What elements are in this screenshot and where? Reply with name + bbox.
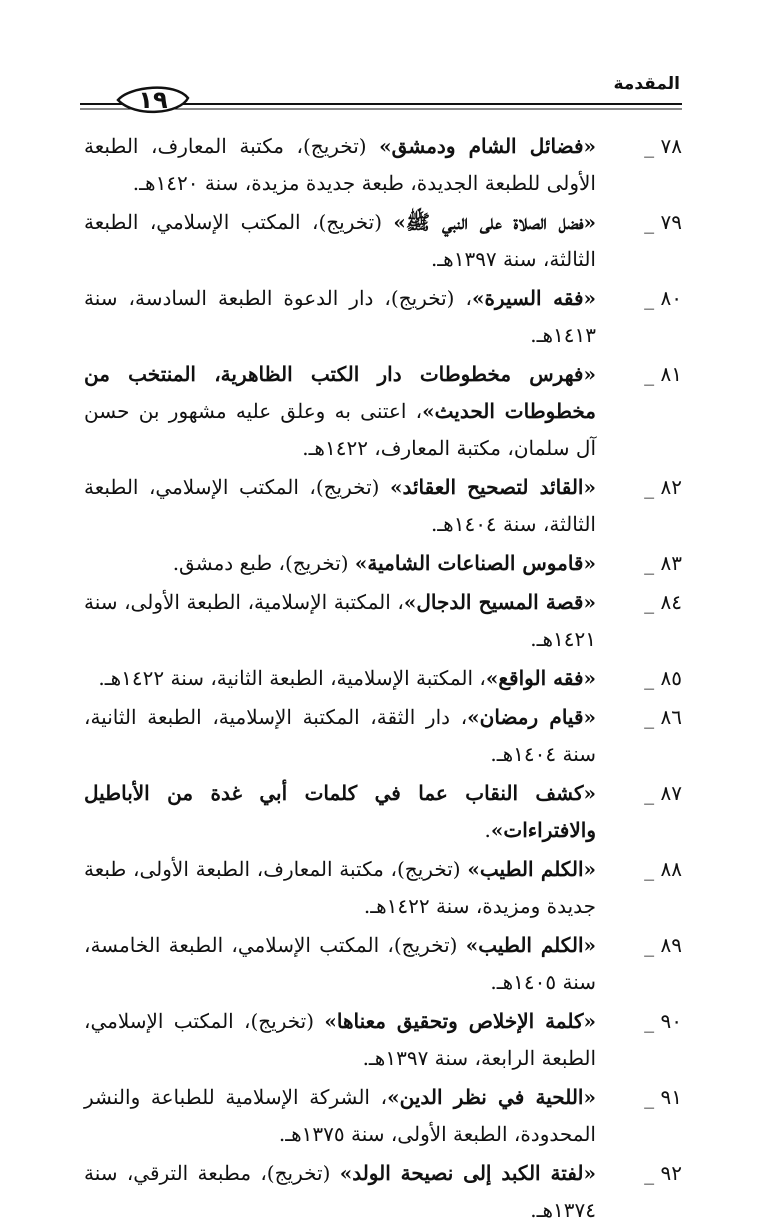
entry-text: (تخريج)، المكتب الإسلامي، الطبعة الثالثة، سنة ١٤٠٤هـ. — [84, 475, 596, 536]
entry-title: «قاموس الصناعات الشامية» — [354, 551, 596, 575]
entry-title: «الكلم الطيب» — [465, 933, 596, 957]
entry-title: «فضائل الشام ودمشق» — [379, 134, 597, 158]
entry-title: «اللحية في نظر الدين» — [387, 1085, 596, 1109]
entry-number: ٧٨ _ — [644, 134, 682, 158]
entry-title: «قيام رمضان» — [467, 705, 597, 729]
entry-title: «الكلم الطيب» — [467, 857, 597, 881]
entry-number: ٨٣ _ — [644, 551, 682, 575]
entry-title: «القائد لتصحيح العقائد» — [389, 475, 596, 499]
list-item — [84, 128, 682, 202]
entry-title: «قصة المسيح الدجال» — [403, 590, 596, 614]
entry-text: ، المكتبة الإسلامية، الطبعة الثانية، سنة ١٤٢٢هـ. — [98, 666, 486, 690]
entry-title: «فقه السيرة» — [471, 286, 597, 310]
entry-number: ٨٩ _ — [644, 933, 682, 957]
page-header-title: المقدمة — [613, 74, 680, 94]
entry-number: ٩٠ _ — [644, 1009, 682, 1033]
list-item — [84, 280, 682, 354]
bibliography-list — [84, 128, 682, 1231]
entry-text: (تخريج)، مكتبة المعارف، الطبعة الأولى للطبعة الجديدة، طبعة جديدة مزيدة، سنة ١٤٢٠هـ. — [84, 134, 596, 195]
entry-text: (تخريج)، المكتب الإسلامي، الطبعة الخامسة، سنة ١٤٠٥هـ. — [84, 933, 596, 994]
entry-text: ، اعتنى به وعلق عليه مشهور بن حسن آل سلمان، مكتبة المعارف، ١٤٢٢هـ. — [84, 399, 596, 460]
entry-number: ٩٢ _ — [644, 1161, 682, 1185]
entry-number: ٨٨ _ — [644, 857, 682, 881]
list-item — [84, 1003, 682, 1077]
entry-text: (تخريج)، المكتب الإسلامي، الطبعة الرابعة، سنة ١٣٩٧هـ. — [84, 1009, 596, 1070]
entry-text: ، المكتبة الإسلامية، الطبعة الأولى، سنة ١٤٢١هـ. — [84, 590, 596, 651]
list-item — [84, 356, 682, 467]
entry-text: (تخريج)، طبع دمشق. — [172, 551, 355, 575]
entry-number: ٨٦ _ — [644, 705, 682, 729]
list-item — [84, 775, 682, 849]
entry-number: ٨٥ _ — [644, 666, 682, 690]
list-item — [84, 660, 682, 697]
page-number: ١٩ — [138, 86, 168, 114]
entry-title: «لفتة الكبد إلى نصيحة الولد» — [339, 1161, 596, 1185]
entry-number: ٩١ _ — [644, 1085, 682, 1109]
entry-number: ٨٠ _ — [644, 286, 682, 310]
entry-text: . — [484, 818, 491, 842]
entry-number: ٨٢ _ — [644, 475, 682, 499]
entry-text: (تخريج)، مطبعة الترقي، سنة ١٣٧٤هـ. — [84, 1161, 596, 1222]
list-item — [84, 1079, 682, 1153]
list-item — [84, 699, 682, 773]
entry-text: ، الشركة الإسلامية للطباعة والنشر المحدودة، الطبعة الأولى، سنة ١٣٧٥هـ. — [84, 1085, 596, 1146]
list-item — [84, 469, 682, 543]
entry-text: (تخريج)، المكتب الإسلامي، الطبعة الثالثة، سنة ١٣٩٧هـ. — [84, 210, 596, 271]
entry-text: ، (تخريج)، دار الدعوة الطبعة السادسة، سنة ١٤١٣هـ. — [84, 286, 596, 347]
entry-number: ٨١ _ — [644, 362, 682, 386]
entry-title: «كلمة الإخلاص وتحقيق معناها» — [324, 1009, 596, 1033]
list-item — [84, 1155, 682, 1229]
entry-text: (تخريج)، مكتبة المعارف، الطبعة الأولى، طبعة جديدة ومزيدة، سنة ١٤٢٢هـ. — [84, 857, 596, 918]
entry-number: ٨٧ _ — [644, 781, 682, 805]
list-item — [84, 204, 682, 278]
list-item — [84, 851, 682, 925]
list-item — [84, 584, 682, 658]
entry-number: ٧٩ _ — [644, 210, 682, 234]
entry-title: «فضل الصلاة على النبي ﷺ» — [393, 210, 596, 234]
entry-text: ، دار الثقة، المكتبة الإسلامية، الطبعة الثانية، سنة ١٤٠٤هـ. — [84, 705, 596, 766]
entry-title: «فهرس مخطوطات دار الكتب الظاهرية، المنتخب من مخطوطات الحديث» — [84, 362, 596, 423]
entry-title: «فقه الواقع» — [485, 666, 596, 690]
entry-title: «كشف النقاب عما في كلمات أبي غدة من الأباطيل والافتراءات» — [84, 781, 596, 842]
entry-number: ٨٤ _ — [644, 590, 682, 614]
list-item — [84, 545, 682, 582]
list-item — [84, 927, 682, 1001]
